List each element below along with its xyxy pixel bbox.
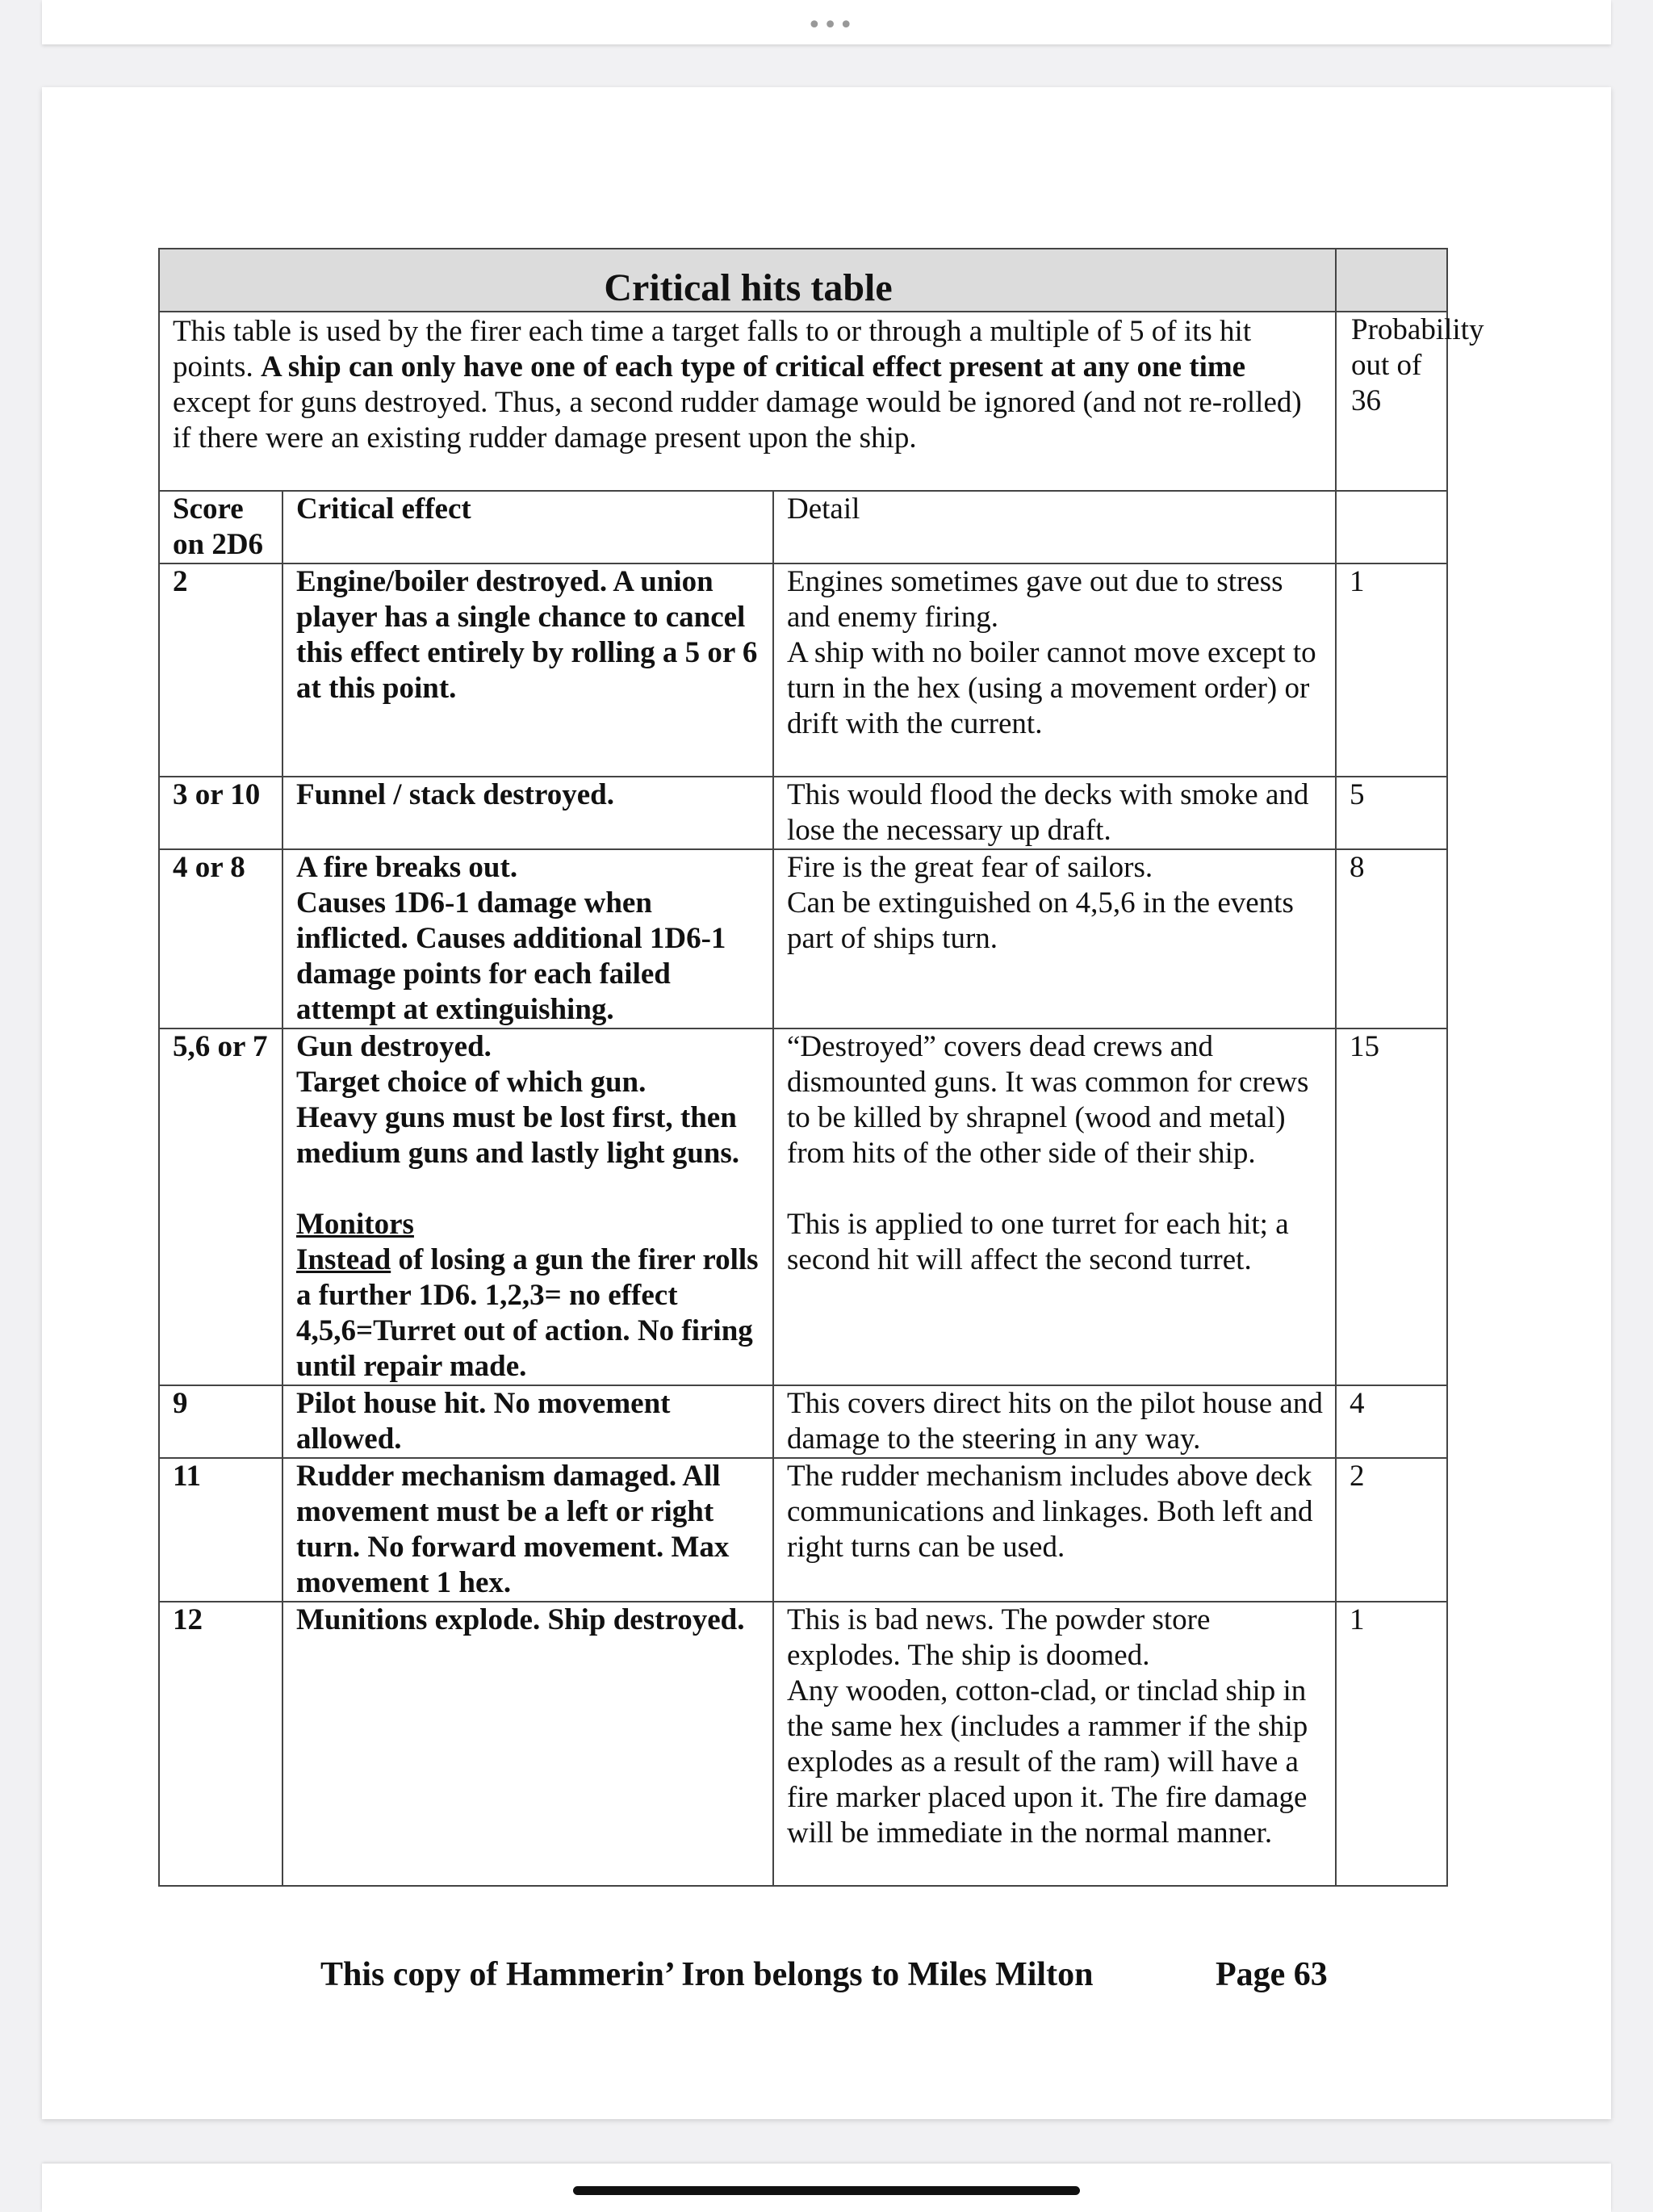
monitors-text: Instead of losing a gun the firer rolls a further 1D6. 1,2,3= no effect 4,5,6=Turret out of action. No firing until repair made.: [296, 1243, 759, 1383]
probability: 5: [1336, 777, 1447, 849]
probability: 1: [1336, 1602, 1447, 1886]
probability: 4: [1336, 1385, 1447, 1458]
score: 4 or 8: [159, 849, 282, 1028]
table-row: [159, 1602, 1447, 1886]
critical-hits-table: [158, 248, 1484, 1887]
probability: 1: [1336, 563, 1447, 777]
monitors-heading: Monitors: [296, 1208, 414, 1241]
probability: 2: [1336, 1458, 1447, 1602]
probability: 15: [1336, 1028, 1447, 1385]
score: 9: [159, 1385, 282, 1458]
score: 2: [159, 563, 282, 777]
table-row: [159, 1458, 1447, 1602]
table-row: [159, 777, 1447, 849]
intro-text: This table is used by the firer each time a target falls to or through a multiple of 5 of its hit points.: [173, 315, 1252, 383]
detail: The rudder mechanism includes above deck communications and linkages. Both left and right turns can be used.: [773, 1458, 1336, 1602]
detail: This is bad news. The powder store explodes. The ship is doomed. Any wooden, cotton-clad, or tinclad ship in the same hex (includes a rammer if the ship explodes as a result of the ram) will have a fire marker placed upon it. The fire damage will be immediate in the normal manner.: [773, 1602, 1336, 1886]
more-dots-icon[interactable]: •••: [807, 11, 856, 40]
detail: This covers direct hits on the pilot house and damage to the steering in any way.: [773, 1385, 1336, 1458]
probability-col-header: [1336, 491, 1447, 563]
table-row: [159, 849, 1447, 1028]
home-indicator[interactable]: [573, 2186, 1080, 2195]
detail-header: Detail: [773, 491, 1336, 563]
table-row: [159, 563, 1447, 777]
table-intro: [159, 312, 1336, 491]
score: 11: [159, 1458, 282, 1602]
effect: Rudder mechanism damaged. All movement must be a left or right turn. No forward movement. Max movement 1 hex.: [282, 1458, 773, 1602]
effect: Funnel / stack destroyed.: [282, 777, 773, 849]
probability: 8: [1336, 849, 1447, 1028]
intro-text-end: except for guns destroyed. Thus, a second rudder damage would be ignored (and not re-rolled) if there were an existing rudder damage present upon the ship.: [173, 386, 1302, 455]
detail: Fire is the great fear of sailors. Can be extinguished on 4,5,6 in the events part of ships turn.: [773, 849, 1336, 1028]
table-row: [159, 1385, 1447, 1458]
score: 5,6 or 7: [159, 1028, 282, 1385]
title-cell-blank: [1336, 249, 1447, 312]
effect-header: Critical effect: [282, 491, 773, 563]
score: 12: [159, 1602, 282, 1886]
probability-header: Probability out of 36: [1336, 312, 1447, 491]
table-row: [159, 1028, 1447, 1385]
score-header: Score on 2D6: [159, 491, 282, 563]
intro-bold-text: A ship can only have one of each type of critical effect present at any one time: [260, 350, 1246, 383]
page-footer: [320, 1955, 1328, 1994]
effect: A fire breaks out. Causes 1D6-1 damage when inflicted. Causes additional 1D6-1 damage points for each failed attempt at extinguishing.: [282, 849, 773, 1028]
score: 3 or 10: [159, 777, 282, 849]
page-number: Page 63: [1216, 1956, 1328, 1993]
detail: This would flood the decks with smoke and lose the necessary up draft.: [773, 777, 1336, 849]
ownership-note: This copy of Hammerin’ Iron belongs to Miles Milton: [320, 1956, 1094, 1993]
effect: Pilot house hit. No movement allowed.: [282, 1385, 773, 1458]
table-title: Critical hits table: [159, 249, 1336, 312]
detail: “Destroyed” covers dead crews and dismounted guns. It was common for crews to be killed by shrapnel (wood and metal) from hits of the other side of their ship. This is applied to one turret for each hit; a second hit will affect the second turret.: [773, 1028, 1336, 1385]
effect: Munitions explode. Ship destroyed.: [282, 1602, 773, 1886]
effect: Engine/boiler destroyed. A union player has a single chance to cancel this effect entirely by rolling a 5 or 6 at this point.: [282, 563, 773, 777]
detail: Engines sometimes gave out due to stress and enemy firing. A ship with no boiler cannot move except to turn in the hex (using a movement order) or drift with the current.: [773, 563, 1336, 777]
effect: Gun destroyed. Target choice of which gun. Heavy guns must be lost first, then medium guns and lastly light guns. Monitors Instead of losing a gun the firer rolls a further 1D6. 1,2,3= no effect 4,5,6=Turret out of action. No firing until repair made.: [282, 1028, 773, 1385]
